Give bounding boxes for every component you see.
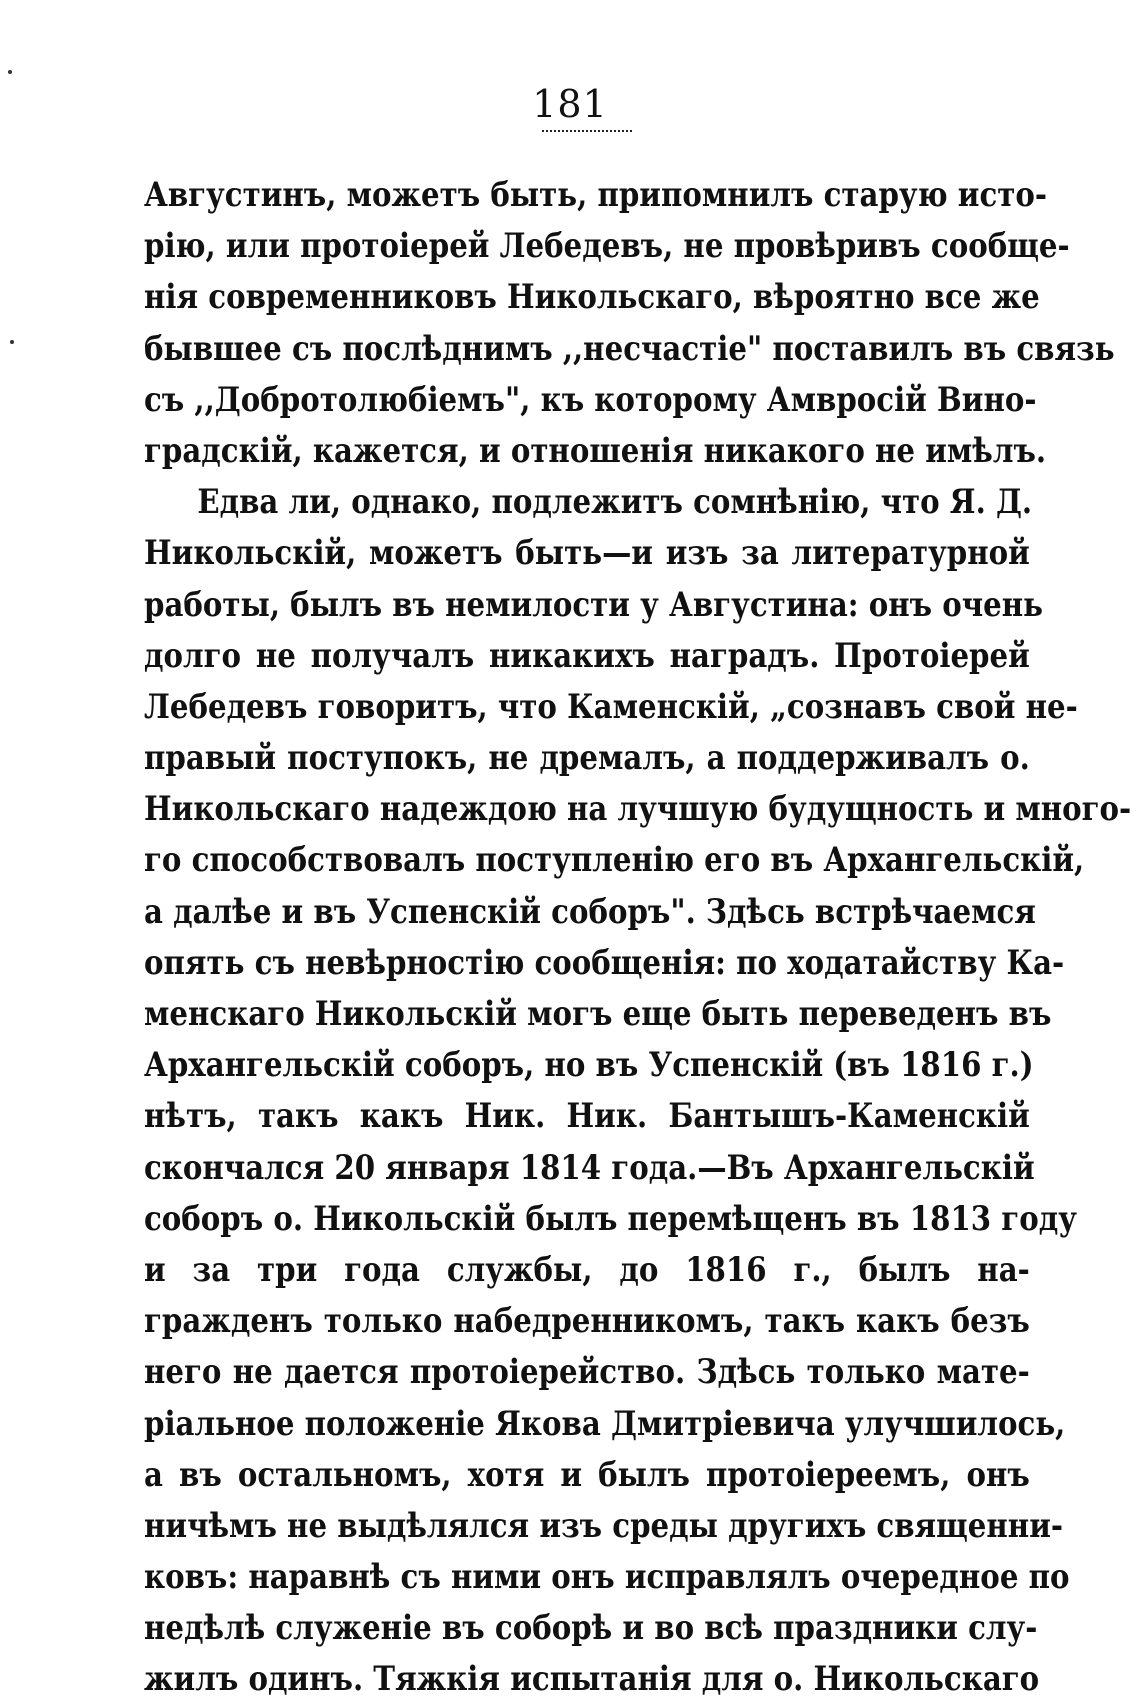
text-line: соборъ о. Никольскій былъ перемѣщенъ въ 1813 году: [144, 1198, 1077, 1239]
text-line: Никольскаго надеждою на лучшую будущность и много-: [144, 789, 1132, 830]
text-line: гражденъ только набедренникомъ, такъ какъ безъ: [144, 1301, 1030, 1342]
text-line: Августинъ, можетъ быть, припомнилъ старую исто-: [144, 175, 1048, 215]
text-line: а въ остальномъ, хотя и былъ протоіереемъ, онъ: [144, 1454, 1030, 1495]
text-line: нія современниковъ Никольскаго, вѣроятно все же: [144, 277, 1040, 318]
text-line: и за три года службы, до 1816 г., былъ на-: [144, 1249, 1030, 1290]
text-line: него не дается протоіерейство. Здѣсь только мате-: [144, 1352, 1030, 1393]
scan-speck: [8, 70, 12, 74]
text-line: съ ,,Добротолюбіемъ", къ которому Амвросій Вино-: [144, 379, 1037, 420]
text-line: а далѣе и въ Успенскій соборъ". Здѣсь встрѣчаемся: [144, 891, 1036, 932]
text-line: скончался 20 января 1814 года.—Въ Архангельскій: [144, 1147, 1035, 1188]
page-number-rule: [542, 130, 632, 132]
text-line: Никольскій, можетъ быть—и изъ за литературной: [144, 533, 1030, 574]
text-line: Лебедевъ говоритъ, что Каменскій, „сознавъ свой не-: [144, 686, 1078, 727]
text-line: рію, или протоіерей Лебедевъ, не провѣривъ сообще-: [144, 226, 1070, 267]
text-line: градскій, кажется, и отношенія никакого не имѣлъ.: [144, 430, 1047, 471]
text-line: нѣтъ, такъ какъ Ник. Ник. Бантышъ-Каменскій: [144, 1096, 1030, 1137]
body-text: [144, 170, 1132, 1706]
text-line: Едва ли, однако, подлежитъ сомнѣнію, что Я. Д.: [197, 482, 1033, 523]
scan-speck: [10, 340, 14, 344]
page-number: 181: [532, 82, 608, 126]
text-line: ковъ: наравнѣ съ ними онъ исправлялъ очередное по: [144, 1557, 1070, 1598]
text-line: жилъ одинъ. Тяжкія испытанія для о. Никольскаго: [144, 1659, 1040, 1700]
text-line: опять съ невѣрностію сообщенія: по ходатайству Ка-: [144, 942, 1065, 983]
text-line: менскаго Никольскій могъ еще быть переведенъ въ: [144, 994, 1052, 1034]
text-line: Архангельскій соборъ, но въ Успенскій (въ 1816 г.): [144, 1045, 1034, 1086]
text-line: работы, былъ въ немилости у Августина: онъ очень: [144, 584, 1044, 625]
text-line: ничѣмъ не выдѣлялся изъ среды другихъ священни-: [144, 1505, 1064, 1546]
text-line: ріальное положеніе Якова Дмитріевича улучшилось,: [144, 1403, 1066, 1444]
text-line: го способствовалъ поступленію его въ Архангельскій,: [144, 840, 1085, 881]
text-line: бывшее съ послѣднимъ ,,несчастіе" поставилъ въ связь: [144, 328, 1115, 369]
text-line: долго не получалъ никакихъ наградъ. Протоіерей: [144, 635, 1030, 676]
text-line: недѣлѣ служеніе въ соборѣ и во всѣ праздники слу-: [144, 1608, 1038, 1649]
text-line: правый поступокъ, не дремалъ, а поддерживалъ о.: [144, 738, 1030, 779]
